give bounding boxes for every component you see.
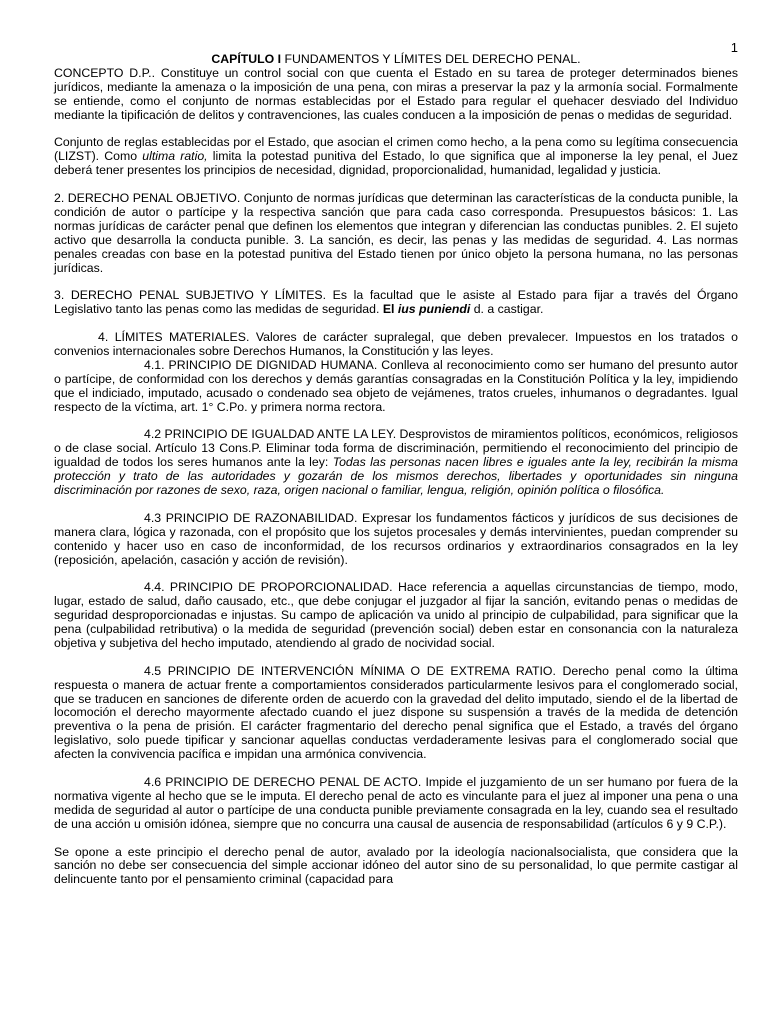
paragraph-conjunto-text-a: Conjunto de reglas establecidas por el Estado, que asocian el crimen como hecho, a la pena como su legítima consecuencia (LIZST). Como xyxy=(54,135,738,164)
page-number: 1 xyxy=(730,40,738,55)
paragraph-conjunto-italic: ultima ratio, xyxy=(142,149,208,164)
paragraph-igualdad-quote: Todas las personas nacen libres e iguales ante la ley, recibirán la misma protección y trato de las autoridades y gozarán de los mismos derechos, libertades y oportunidades sin ninguna discriminación por razones de sexo, raza, origen nacional o familiar, lengua, religión, opinión política o filosófica. xyxy=(54,455,738,498)
paragraph-igualdad-text: 4.2 PRINCIPIO DE IGUALDAD ANTE LA LEY. Desprovistos de miramientos políticos, económicos, religiosos o de clase social. Artículo 13 Cons.P. Eliminar toda forma de discriminación, permitiendo el reconocimiento del principio de igualdad de todos los seres humanos ante la ley: xyxy=(54,427,738,470)
paragraph-conjunto-text-b: limita la potestad punitiva del Estado, lo que significa que al imponerse la ley penal, el Juez deberá tener presentes los principios de necesidad, dignidad, proporcionalidad, humanidad, legalidad y justicia. xyxy=(54,149,738,178)
paragraph-subjetivo-bold: El xyxy=(382,302,398,317)
paragraph-limites-materiales: 4. LÍMITES MATERIALES. Valores de carácter supralegal, que deben prevalecer. Impuestos en los tratados o convenios internacionales sobre Derechos Humanos, la Constitución y las leyes. xyxy=(54,330,738,358)
paragraph-proporcionalidad: 4.4. PRINCIPIO DE PROPORCIONALIDAD. Hace referencia a aquellas circunstancias de tiempo, modo, lugar, estado de salud, daño causado, etc., que debe conjugar el juzgador al fijar la sanción, evitando penas o medidas de seguridad desproporcionadas e injustas. Su campo de aplicación va unido al principio de culpabilidad, para significar que la pena (culpabilidad retributiva) o la medida de seguridad (prevención social) deben estar en consonancia con la naturaleza objetiva y subjetiva del hecho imputado, atendiendo al grado de nocividad social. xyxy=(54,580,738,650)
paragraph-intervencion-minima: 4.5 PRINCIPIO DE INTERVENCIÓN MÍNIMA O DE EXTREMA RATIO. Derecho penal como la última respuesta o manera de actuar frente a comportamientos considerados particularmente lesivos para el conglomerado social, que se traducen en sanciones de diferente orden de acuerdo con la gravedad del delito imputado, siendo el de la libertad de locomoción el derecho mayormente afectado cuando el juez dispone su suspensión a través de la medida de detención preventiva o la pena de prisión. El carácter fragmentario del derecho penal significa que el Estado, a través del órgano legislativo, solo puede tipificar y sancionar aquellas conductas verdaderamente lesivas para el conglomerado social que afecten la convivencia pacífica e impidan una armónica convivencia. xyxy=(54,663,738,762)
ius-puniendi-term: ius puniendi xyxy=(397,302,471,317)
chapter-number: CAPÍTULO I xyxy=(211,52,282,66)
paragraph-derecho-penal-de-autor: Se opone a este principio el derecho penal de autor, avalado por la ideología nacionalsocialista, que considera que la sanción no debe ser consecuencia del simple accionar idóneo del autor sino de su personalidad, lo que permite castigar al delincuente tanto por el pensamiento criminal (capacidad para xyxy=(54,844,738,887)
paragraph-concepto: CONCEPTO D.P.. Constituye un control social con que cuenta el Estado en su tarea de proteger determinados bienes jurídicos, mediante la amenaza o la imposición de una pena, con miras a preservar la paz y la armonía social. Formalmente se entiende, como el conjunto de normas establecidas por el Estado para regular el quehacer desviado del Individuo mediante la tipificación de delitos y contravenciones, las cuales conducen a la imposición de penas o medidas de seguridad. xyxy=(54,65,738,122)
paragraph-conjunto xyxy=(54,136,738,178)
paragraph-derecho-penal-subjetivo xyxy=(54,289,738,317)
chapter-title-text: FUNDAMENTOS Y LÍMITES DEL DERECHO PENAL. xyxy=(281,52,581,66)
paragraph-derecho-penal-de-acto: 4.6 PRINCIPIO DE DERECHO PENAL DE ACTO. Impide el juzgamiento de un ser humano por fuera de la normativa vigente al hecho que se le imputa. El derecho penal de acto es vinculante para el juez al imponer una pena o una medida de seguridad al autor o partícipe de una conducta punible previamente consagrada en la ley, cuando sea el resultado de una acción u omisión idónea, siempre que no concurra una causal de ausencia de responsabilidad (artículos 6 y 9 C.P.). xyxy=(54,774,738,831)
document-body xyxy=(54,0,738,887)
paragraph-igualdad xyxy=(54,428,738,498)
paragraph-derecho-penal-objetivo: 2. DERECHO PENAL OBJETIVO. Conjunto de normas jurídicas que determinan las características de la conducta punible, la condición de autor o partícipe y la respectiva sanción que para cada caso corresponda. Presupuestos básicos: 1. Las normas jurídicas de carácter penal que definen los elementos que integran y diferencian las conductas punibles. 2. El sujeto activo que desarrolla la conducta punible. 3. La sanción, es decir, las penas y las medidas de seguridad. 4. Las normas penales creadas con base en la potestad punitiva del Estado tienen por único objeto la persona humana, no las personas jurídicas. xyxy=(54,191,738,275)
paragraph-subjetivo-text-a: 3. DERECHO PENAL SUBJETIVO Y LÍMITES. Es la facultad que le asiste al Estado para fijar a través del Órgano Legislativo tanto las penas como las medidas de seguridad. xyxy=(54,288,738,317)
paragraph-dignidad-humana: 4.1. PRINCIPIO DE DIGNIDAD HUMANA. Conlleva al reconocimiento como ser humano del presunto autor o partícipe, de conformidad con los derechos y demás garantías consagradas en la Constitución Política y la ley, impidiendo que el indiciado, imputado, acusado o condenado sea objeto de vejámenes, tratos crueles, inhumanos o degradantes. Igual respecto de la víctima, art. 1° C.Po. y primera norma rectora. xyxy=(54,357,738,414)
chapter-title xyxy=(54,53,738,67)
paragraph-subjetivo-text-c: d. a castigar. xyxy=(470,302,544,317)
paragraph-razonabilidad: 4.3 PRINCIPIO DE RAZONABILIDAD. Expresar los fundamentos fácticos y jurídicos de sus decisiones de manera clara, lógica y razonada, con el propósito que los sujetos procesales y demás intervinientes, puedan comprender su contenido y hacer uso en caso de inconformidad, de los recursos ordinarios y extraordinarios consagrados en la ley (reposición, apelación, casación y acción de revisión). xyxy=(54,510,738,567)
